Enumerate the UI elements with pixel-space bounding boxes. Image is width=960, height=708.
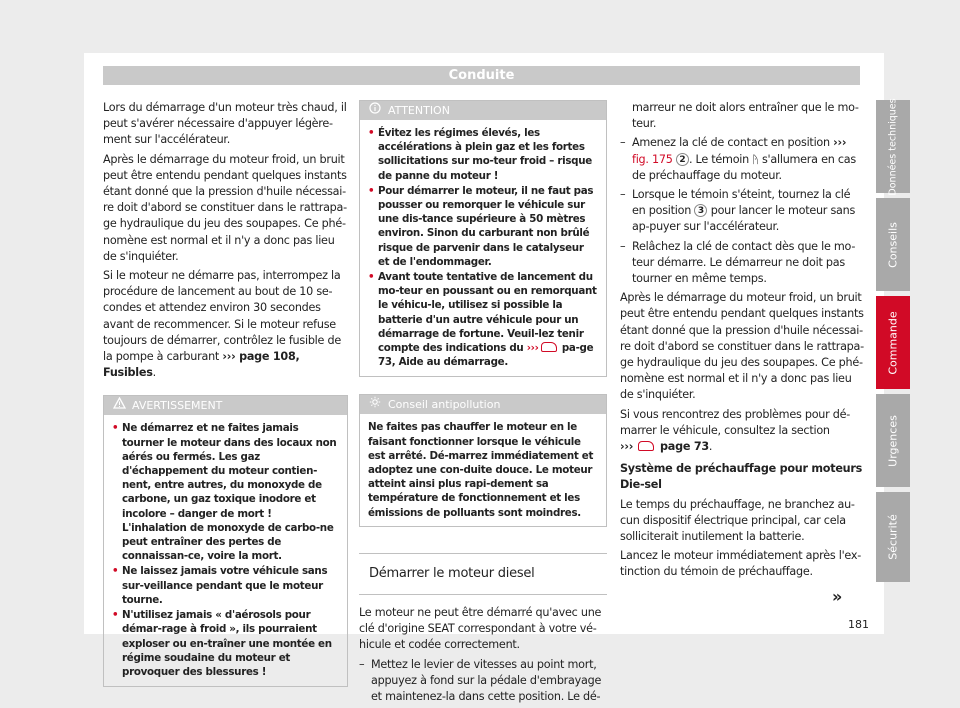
column-2 bbox=[359, 100, 607, 708]
list-item: • N'utilisez jamais « d'aérosols pour démar-rage à froid », ils pourraient exploser ou en-traîner une montée en régime soudaine du moteur et provoquer des blessures ! bbox=[112, 609, 332, 678]
info-circle-icon bbox=[368, 101, 382, 120]
cross-reference-link[interactable]: page 73 bbox=[656, 440, 709, 454]
page-number: 181 bbox=[848, 618, 869, 631]
position-badge: 2 bbox=[676, 153, 689, 166]
column-3 bbox=[620, 100, 865, 584]
attention-header: ATTENTION bbox=[360, 101, 606, 120]
list-item: • Ne laissez jamais votre véhicule sans sur-veillance pendant que le moteur tourne. bbox=[112, 565, 328, 606]
column-1 bbox=[103, 100, 348, 687]
tab-conseils[interactable]: Conseils bbox=[876, 198, 910, 291]
eco-tip-box bbox=[359, 394, 607, 526]
eco-leaf-icon bbox=[368, 395, 382, 414]
tab-commande[interactable]: Commande bbox=[876, 296, 910, 389]
cross-reference-link[interactable]: page 108, Fusibles bbox=[103, 350, 300, 380]
warning-box bbox=[103, 395, 348, 687]
eco-tip-body: Ne faites pas chauffer le moteur en le faisant fonctionner lorsque le véhicule est arrêté. Dé-marrez immédiatement et adoptez une con-duite douce. Le moteur atteint ainsi plus rapi-dement sa température de fonctionnement et les émissions de polluants sont moindres. bbox=[368, 421, 594, 519]
step-continuation: marreur ne doit alors entraîner que le mo-teur. bbox=[632, 101, 859, 131]
paragraph: Lors du démarrage d'un moteur très chaud, il peut s'avérer nécessaire d'appuyer légère-ment sur l'accélérateur. bbox=[103, 101, 347, 147]
paragraph: Le moteur ne peut être démarré qu'avec une clé d'origine SEAT correspondant à votre vé-hicule et codée correctement. bbox=[359, 606, 602, 652]
tab-urgences[interactable]: Urgences bbox=[876, 394, 910, 487]
step-item: – Amenez la clé de contact en position ››› fig. 175 2 . Le témoin ᚤ s'allumera en cas de préchauffage du moteur. bbox=[620, 136, 856, 182]
cross-reference-arrows: ››› bbox=[222, 350, 236, 364]
car-icon bbox=[541, 342, 557, 352]
attention-box bbox=[359, 100, 607, 377]
attention-body bbox=[360, 120, 606, 376]
continue-arrow: » bbox=[832, 587, 843, 606]
step-item: – Mettez le levier de vitesses au point mort, appuyez à fond sur la pédale d'embrayage et maintenez-la dans cette position. Le dé- bbox=[359, 657, 602, 704]
car-icon bbox=[638, 441, 654, 451]
preheat-coil-icon: ᚤ bbox=[752, 152, 759, 166]
subheading: Système de préchauffage pour moteurs Die-sel bbox=[620, 462, 863, 492]
list-item: • Avant toute tentative de lancement du mo-teur en poussant ou en remorquant le véhicu-le, utilisez si possible la batterie d'un autre véhicule pour un démarrage de fortune. Veuil-lez tenir compte des indications du ››› pa-ge 73, Aide au démarrage. bbox=[368, 271, 597, 369]
warning-triangle-icon bbox=[112, 396, 126, 415]
paragraph: Le temps du préchauffage, ne branchez au-cun dispositif électrique principal, car cela solliciterait inutilement la batterie. bbox=[620, 497, 855, 544]
figure-link[interactable]: fig. 175 bbox=[632, 152, 673, 166]
warning-header: AVERTISSEMENT bbox=[104, 396, 347, 415]
step-item: – Lorsque le témoin s'éteint, tournez la clé en position 3 pour lancer le moteur sans ap-puyer sur l'accélérateur. bbox=[620, 188, 856, 234]
list-item: • Évitez les régimes élevés, les accélérations à plein gaz et les fortes sollicitations sur mo-teur froid – risque de panne du moteur ! bbox=[368, 127, 592, 182]
chapter-header: Conduite bbox=[103, 66, 860, 85]
warning-body bbox=[104, 415, 347, 686]
step-item: – Relâchez la clé de contact dès que le mo-teur démarre. Le démarreur ne doit pas tourner en même temps. bbox=[620, 239, 856, 286]
list-item: • Ne démarrez et ne faites jamais tourner le moteur dans des locaux non aérés ou fermés. Les gaz d'échappement du moteur contien-nent, entre autres, du monoxyde de carbone, un gaz toxique inodore et incolore – danger de mort ! L'inhalation de monoxyde de carbo-ne peut entraîner des pertes de connaissan-ce, voire la mort. bbox=[112, 422, 337, 563]
paragraph: Lancez le moteur immédiatement après l'ex-tinction du témoin de préchauffage. bbox=[620, 549, 861, 579]
eco-tip-header: Conseil antipollution bbox=[360, 395, 606, 414]
tab-securite[interactable]: Sécurité bbox=[876, 492, 910, 582]
paragraph: Après le démarrage du moteur froid, un bruit peut être entendu pendant quelques instants étant donné que la pression d'huile nécessai-re doit d'abord se constituer dans le rattrapa-ge hydraulique du jeu des soupapes. Ce phé-nomène est normal et il n'y a donc pas lieu de s'inquiéter. bbox=[103, 152, 347, 263]
paragraph: Si le moteur ne démarre pas, interrompez la procédure de lancement au bout de 10 se-condes et attendez environ 30 secondes avant de recommencer. Si le moteur refuse toujours de démarrer, contrôlez le fusible de la pompe à carburant ››› page 108, Fusibles. bbox=[103, 269, 341, 380]
position-badge: 3 bbox=[694, 204, 707, 217]
paragraph: Après le démarrage du moteur froid, un bruit peut être entendu pendant quelques instants étant donné que la pression d'huile nécessai-re doit d'abord se constituer dans le rattrapa-ge hydraulique du jeu des soupapes. Ce phé-nomène est normal et il n'y a donc pas lieu de s'inquiéter. bbox=[620, 291, 864, 402]
paragraph: Si vous rencontrez des problèmes pour dé-marrer le véhicule, consultez la section ››› page 73. bbox=[620, 407, 851, 454]
cross-reference-link[interactable]: pa-ge 73, Aide au démarrage bbox=[378, 342, 594, 369]
section-title: Démarrer le moteur diesel bbox=[359, 553, 607, 595]
list-item: • Pour démarrer le moteur, il ne faut pas pousser ou remorquer le véhicule sur une dis-tance supérieure à 50 mètres environ. Sinon du carburant non brûlé risque de parvenir dans le catalyseur et de l'endommager. bbox=[368, 184, 594, 268]
tab-donnees-techniques[interactable]: Données techniques bbox=[876, 100, 910, 193]
